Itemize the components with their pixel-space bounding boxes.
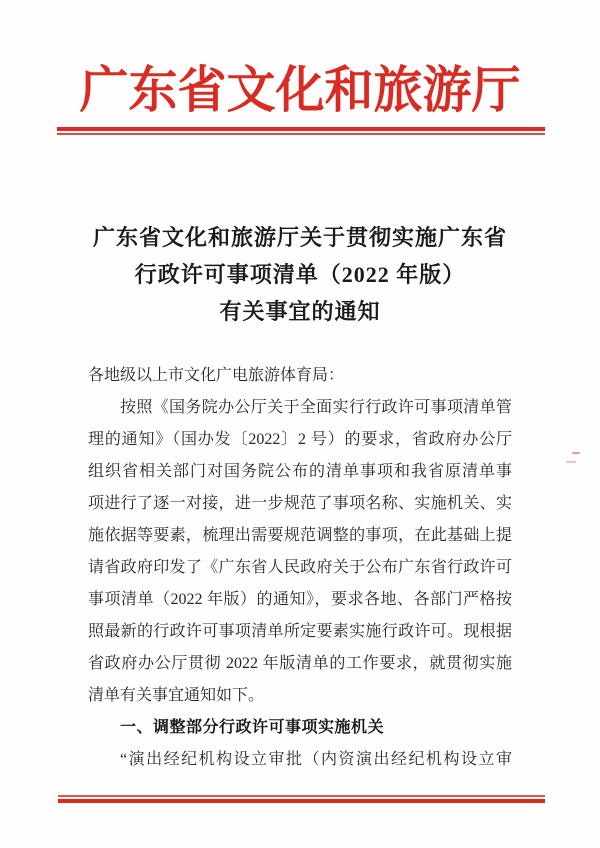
- document-title: [0, 219, 600, 330]
- paragraph-line: 事项清单（2022 年版）的通知》，要求各地、各部门严格按: [88, 591, 512, 608]
- paragraph-line: 照最新的行政许可事项清单所定要素实施行政许可。现根据: [88, 623, 512, 640]
- document-title-line-2: 行政许可事项清单（2022 年版）: [134, 262, 466, 287]
- footer-rule-thin: [58, 795, 545, 797]
- paragraph-line: 清单有关事宜通知如下。: [88, 687, 265, 704]
- quoted-item-line: “演出经纪机构设立审批（内资演出经纪机构设立审: [120, 751, 512, 768]
- document-body: [88, 360, 512, 776]
- section-heading: 一、调整部分行政许可事项实施机关: [120, 719, 385, 736]
- footer-rule-thick: [58, 799, 545, 803]
- paragraph-line: 理的通知》（国办发〔2022〕2 号）的要求，省政府办公厅: [88, 431, 512, 448]
- document-title-line-3: 有关事宜的通知: [219, 299, 381, 324]
- paragraph-line: 按照《国务院办公厅关于全面实行行政许可事项清单管: [120, 399, 512, 416]
- scan-speck: [572, 452, 580, 454]
- paragraph-line: 请省政府印发了《广东省人民政府关于公布广东省行政许可: [88, 559, 512, 576]
- document-title-line-1: 广东省文化和旅游厅关于贯彻实施广东省: [92, 225, 507, 250]
- letterhead-rule-thick: [57, 127, 545, 131]
- scan-speck: [566, 461, 576, 463]
- paragraph-line: 省政府办公厅贯彻 2022 年版清单的工作要求，就贯彻实施: [88, 655, 512, 672]
- letterhead-double-rule: [57, 127, 545, 135]
- footer-double-rule: [58, 795, 545, 803]
- letterhead-org-title: 广东省文化和旅游厅: [79, 62, 521, 118]
- paragraph-line: 项进行了逐一对接，进一步规范了事项名称、实施机关、实: [88, 495, 512, 512]
- paragraph-line: 组织省相关部门对国务院公布的清单事项和我省原清单事: [88, 463, 512, 480]
- paragraph-line: 施依据等要素，梳理出需要规范调整的事项，在此基础上提: [88, 527, 512, 544]
- letterhead-rule-thin: [57, 133, 545, 135]
- salutation: 各地级以上市文化广电旅游体育局：: [88, 367, 345, 384]
